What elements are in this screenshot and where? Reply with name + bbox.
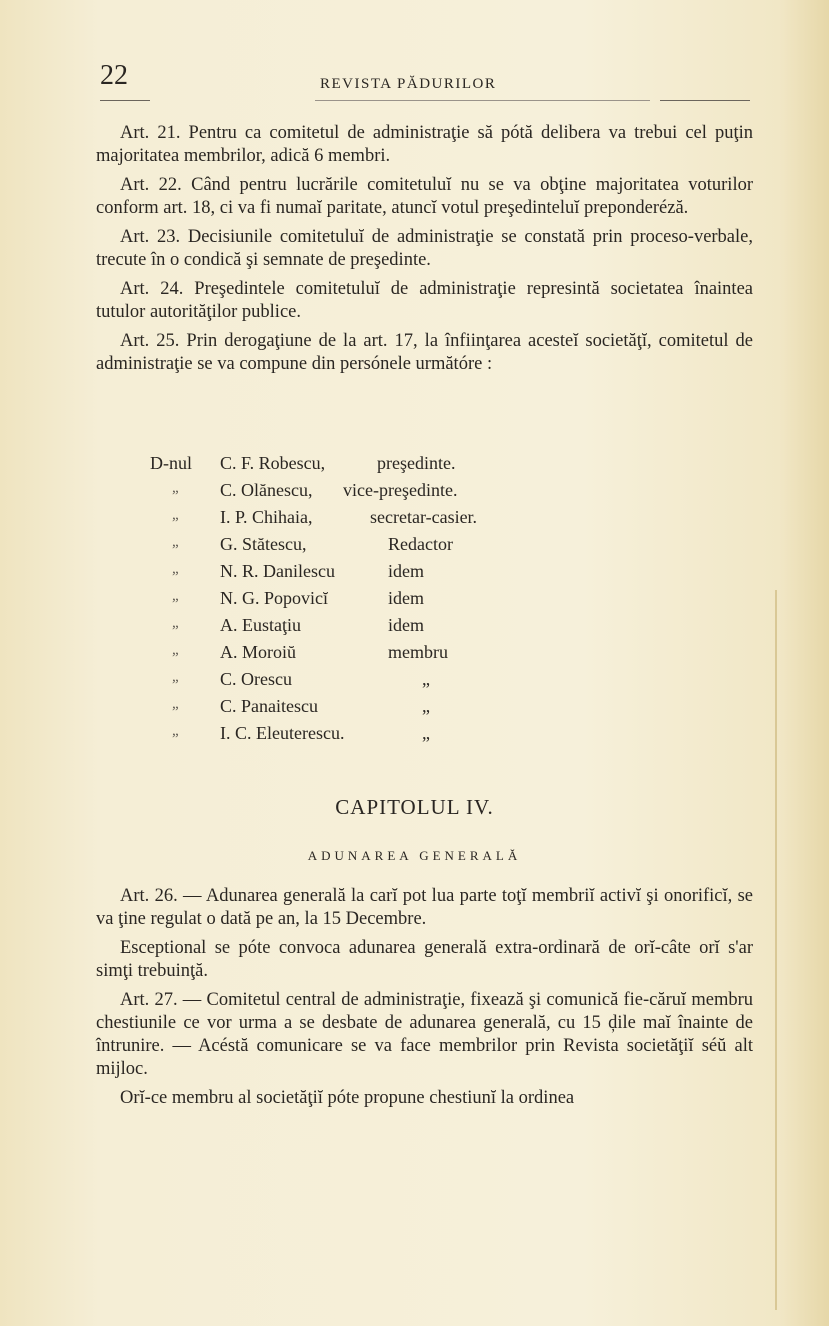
article-paragraph: Esceptional se póte convoca adunarea generală extra-ordinară de orĭ-câte orĭ s'ar simţi trebuinţă. — [96, 938, 753, 981]
page-number: 22 — [100, 60, 128, 91]
article-paragraph: Art. 21. Pentru ca comitetul de administraţie să pótă delibera va trebui cel puţin majoritatea membrilor, adică 6 membri. — [96, 123, 753, 166]
ditto-mark: „ — [172, 507, 179, 523]
ditto-mark: „ — [172, 534, 179, 550]
member-name: A. Eustaţiu — [220, 615, 301, 635]
member-name: G. Stătescu, — [220, 534, 307, 554]
page-edge-shadow — [775, 590, 777, 1310]
article-paragraph: Art. 24. Preşedintele comitetuluĭ de administraţie represintă societatea înaintea tutulor autorităţilor publice. — [96, 279, 753, 322]
member-role: idem — [388, 588, 424, 608]
chapter-title: CAPITOLUL IV. — [335, 795, 494, 819]
member-role: „ — [422, 696, 430, 716]
member-role: Redactor — [388, 534, 453, 554]
chapter-subtitle: ADUNAREA GENERALĂ — [307, 848, 522, 863]
member-role: idem — [388, 615, 424, 635]
ditto-mark: „ — [172, 723, 179, 739]
ditto-mark: „ — [172, 696, 179, 712]
member-role: „ — [422, 723, 430, 743]
member-name: C. Panaitescu — [220, 696, 318, 716]
article-paragraph: Art. 23. Decisiunile comitetuluĭ de administraţie se constată prin proceso-verbale, trecute în o condică şi semnate de preşedinte. — [96, 227, 753, 270]
member-role: „ — [422, 669, 430, 689]
member-title-prefix: D-nul — [150, 453, 192, 473]
member-role: idem — [388, 561, 424, 581]
member-role: membru — [388, 642, 448, 662]
running-title: REVISTA PĂDURILOR — [320, 76, 497, 92]
member-name: I. P. Chihaia, — [220, 507, 313, 527]
articles-bottom — [96, 885, 753, 1116]
ditto-mark: „ — [172, 561, 179, 577]
member-name: A. Moroiŭ — [220, 642, 296, 662]
ditto-mark: „ — [172, 642, 179, 658]
member-name: C. Olănescu, — [220, 480, 313, 500]
member-name: C. Orescu — [220, 669, 292, 689]
article-paragraph: Art. 26. — Adunarea generală la carĭ pot lua parte toţĭ membriĭ activĭ şi onorificĭ, se va ţine regulat o dată pe an, la 15 Decembre. — [96, 886, 753, 929]
articles-top — [96, 122, 753, 382]
article-paragraph: Orĭ-ce membru al societăţiĭ póte propune chestiunĭ la ordinea — [120, 1088, 575, 1108]
member-name: N. R. Danilescu — [220, 561, 335, 581]
ditto-mark: „ — [172, 669, 179, 685]
member-role: preşedinte. — [377, 453, 456, 473]
ditto-mark: „ — [172, 615, 179, 631]
ditto-mark: „ — [172, 588, 179, 604]
article-paragraph: Art. 25. Prin derogaţiune de la art. 17, la înfiinţarea acesteĭ societăţĭ, comitetul de administraţie se va compune din persónele următóre : — [96, 331, 753, 374]
member-name: N. G. Popovicĭ — [220, 588, 328, 608]
member-role: vice-preşedinte. — [343, 480, 458, 500]
header-rule — [315, 100, 650, 101]
member-role: secretar-casier. — [370, 507, 478, 527]
member-name: I. C. Eleuterescu. — [220, 723, 345, 743]
header-rule — [660, 100, 750, 101]
page-header — [100, 60, 750, 106]
article-paragraph: Art. 27. — Comitetul central de administraţie, fixează şi comunică fie-căruĭ membru chestiunile ce vor urma a se desbate de adunarea generală, cu 15 ḑile maĭ înainte de întrunire. — Acéstă comunicare se va face membrilor prin Revista societăţiĭ séŭ alt mijloc. — [96, 990, 753, 1079]
member-name: C. F. Robescu, — [220, 453, 326, 473]
ditto-mark: „ — [172, 480, 179, 496]
header-rule — [100, 100, 150, 101]
article-paragraph: Art. 22. Când pentru lucrările comitetuluĭ nu se va obţine majoritatea voturilor conform art. 18, ci va fi numaĭ paritate, atuncĭ votul preşedinteluĭ preponderéză. — [96, 175, 753, 218]
